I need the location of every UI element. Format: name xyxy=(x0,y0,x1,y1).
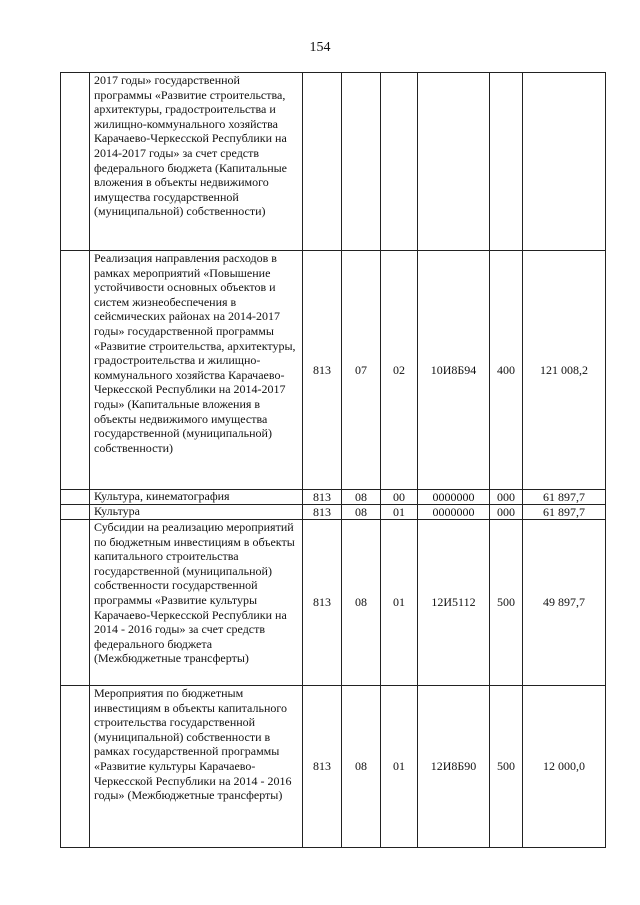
row-number-cell xyxy=(61,686,90,848)
amount-cell xyxy=(523,73,606,251)
table-row xyxy=(61,490,606,505)
subsection-cell xyxy=(381,73,418,251)
expense-type-cell: 500 xyxy=(490,520,523,686)
table-row xyxy=(61,520,606,686)
page-number: 154 xyxy=(309,40,331,55)
table-row xyxy=(61,73,606,251)
expense-type-cell: 000 xyxy=(490,505,523,520)
subsection-cell: 00 xyxy=(381,490,418,505)
ministry-code-cell: 813 xyxy=(303,505,342,520)
expense-type-cell: 000 xyxy=(490,490,523,505)
description-cell: Культура xyxy=(90,505,303,520)
budget-table xyxy=(60,72,606,848)
description-cell: Реализация направления расходов в рамках мероприятий «Повышение устойчивости основных объектов и систем жизнеобеспечения в сейсмических районах на 2014-2017 годы» государственной программы «Развитие строительства, архитектуры, градостроительства и жилищно-коммунального хозяйства Карачаево-Черкесской Республики на 2014-2017 годы» (Капитальные вложения в объекты недвижимого имущества государственной (муниципальной) собственности) xyxy=(90,251,303,490)
section-cell: 07 xyxy=(342,251,381,490)
section-cell xyxy=(342,73,381,251)
row-number-cell xyxy=(61,520,90,686)
description-cell: Мероприятия по бюджетным инвестициям в объекты капитального строительства государственной (муниципальной) собственности в рамках государственной программы «Развитие культуры Карачаево-Черкесской Республики на 2014 - 2016 годы» (Межбюджетные трансферты) xyxy=(90,686,303,848)
ministry-code-cell: 813 xyxy=(303,686,342,848)
subsection-cell: 02 xyxy=(381,251,418,490)
expense-type-cell: 400 xyxy=(490,251,523,490)
amount-cell: 121 008,2 xyxy=(523,251,606,490)
expense-type-cell: 500 xyxy=(490,686,523,848)
target-article-cell: 12И5112 xyxy=(418,520,490,686)
description-cell: Субсидии на реализацию мероприятий по бюджетным инвестициям в объекты капитального строительства государственной (муниципальной) собственности государственной программы «Развитие культуры Карачаево-Черкесской Республики на 2014 - 2016 годы» за счет средств федерального бюджета (Межбюджетные трансферты) xyxy=(90,520,303,686)
target-article-cell: 0000000 xyxy=(418,505,490,520)
ministry-code-cell: 813 xyxy=(303,251,342,490)
amount-cell: 12 000,0 xyxy=(523,686,606,848)
row-number-cell xyxy=(61,251,90,490)
ministry-code-cell: 813 xyxy=(303,490,342,505)
ministry-code-cell xyxy=(303,73,342,251)
section-cell: 08 xyxy=(342,686,381,848)
table-row xyxy=(61,251,606,490)
amount-cell: 61 897,7 xyxy=(523,490,606,505)
section-cell: 08 xyxy=(342,520,381,686)
table-row xyxy=(61,505,606,520)
table-row xyxy=(61,686,606,848)
row-number-cell xyxy=(61,73,90,251)
row-number-cell xyxy=(61,490,90,505)
subsection-cell: 01 xyxy=(381,686,418,848)
ministry-code-cell: 813 xyxy=(303,520,342,686)
expense-type-cell xyxy=(490,73,523,251)
amount-cell: 61 897,7 xyxy=(523,505,606,520)
row-number-cell xyxy=(61,505,90,520)
target-article-cell: 10И8Б94 xyxy=(418,251,490,490)
target-article-cell: 0000000 xyxy=(418,490,490,505)
description-cell: Культура, кинематография xyxy=(90,490,303,505)
subsection-cell: 01 xyxy=(381,520,418,686)
target-article-cell: 12И8Б90 xyxy=(418,686,490,848)
target-article-cell xyxy=(418,73,490,251)
amount-cell: 49 897,7 xyxy=(523,520,606,686)
description-cell: 2017 годы» государственной программы «Развитие строительства, архитектуры, градостроительства и жилищно-коммунального хозяйства Карачаево-Черкесской Республики на 2014-2017 годы» за счет средств федерального бюджета (Капитальные вложения в объекты недвижимого имущества государственной (муниципальной) собственности) xyxy=(90,73,303,251)
section-cell: 08 xyxy=(342,490,381,505)
section-cell: 08 xyxy=(342,505,381,520)
subsection-cell: 01 xyxy=(381,505,418,520)
